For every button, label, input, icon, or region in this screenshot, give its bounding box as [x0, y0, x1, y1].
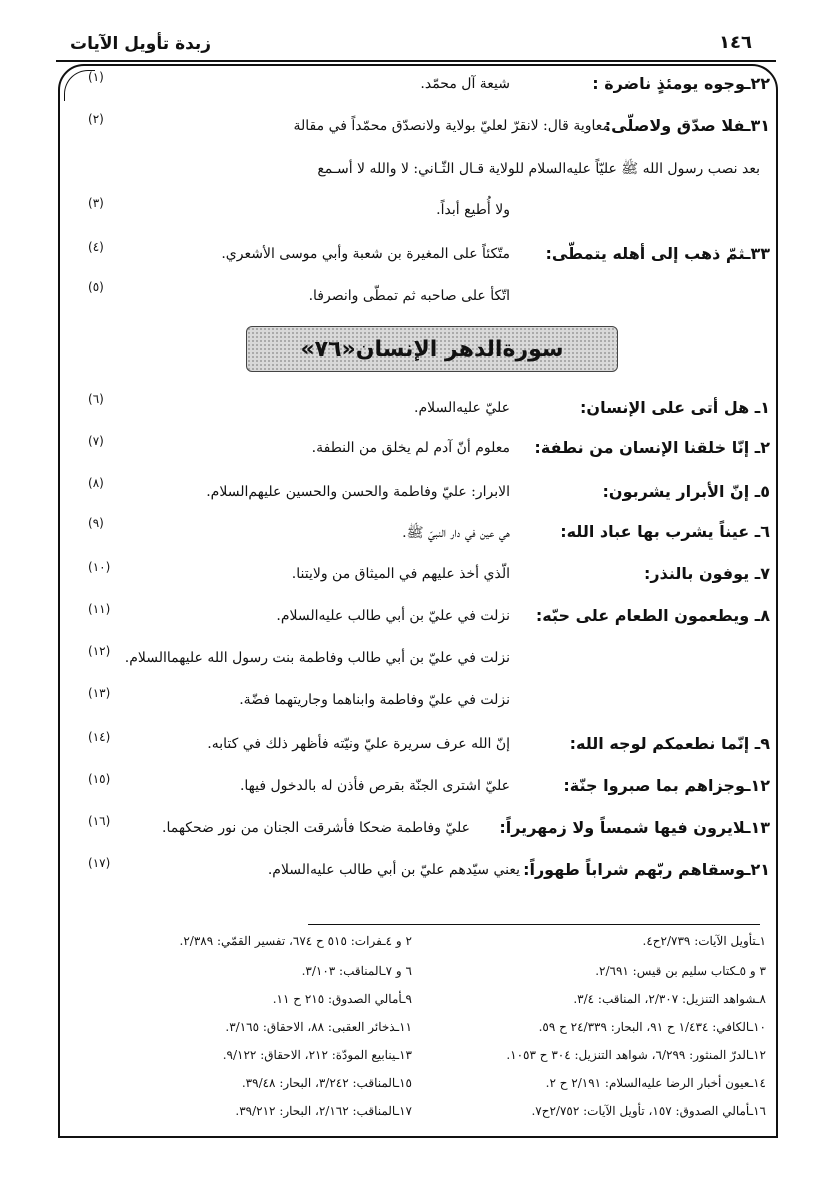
entry-row: [70, 392, 770, 434]
verse-text: ٩ـ إنّما نطعمكم لوجه الله:: [569, 734, 770, 753]
note-number: (٨): [88, 476, 104, 490]
commentary-text: إنّ الله عرف سريرة عليّ ونيّته فأظهر ذلك في كتابه.: [207, 736, 510, 752]
entry-row: [70, 856, 770, 896]
entry-row: [70, 686, 770, 726]
commentary-text: الابرار: عليّ وفاطمة والحسن والحسين عليهم‌السلام.: [206, 484, 510, 500]
entry-row: [70, 772, 770, 812]
commentary-text: الّذي أخذ عليهم في الميثاق من ولايتنا.: [291, 566, 510, 582]
entry-row: [70, 560, 770, 600]
entry-row: [70, 434, 770, 474]
note-number: (٥): [88, 280, 104, 294]
footnote: ٢ و ٤ـفرات: ٥١٥ ح ٦٧٤، تفسير القمّي: ٢/٣٨٩.: [179, 934, 412, 948]
note-number: (٤): [88, 240, 104, 254]
entry-row: [70, 70, 770, 110]
verse-text: ١٢ـوجزاهم بما صبروا جنّة:: [563, 776, 770, 795]
footnote: ٩ـأمالي الصدوق: ٢١٥ ح ١١.: [272, 992, 412, 1006]
footnote: ١١ـذخائر العقبى: ٨٨، الاحقاق: ٣/١٦٥.: [225, 1020, 412, 1034]
footnote-rule: [308, 924, 760, 925]
footnote: ١٦ـأمالي الصدوق: ١٥٧، تأويل الآيات: ٢/٧٥٢ح٧.: [531, 1104, 766, 1118]
footnote: ٣ و ٥ـكتاب سليم بن قيس: ٢/٦٩١.: [595, 964, 766, 978]
verse-text: ١٣ـلايرون فيها شمساً ولا زمهريراً:: [499, 818, 770, 837]
entry-row: [70, 280, 770, 322]
commentary-text: نزلت في عليّ وفاطمة وابناهما وجاريتهما فضّة.: [239, 692, 510, 708]
entry-row: [70, 602, 770, 642]
book-title: زبدة تأويل الآيات: [70, 34, 212, 54]
commentary-text: عليّ اشترى الجنّة بقرص فأذن له بالدخول فيها.: [239, 778, 510, 794]
verse-text: ٢٢ـوجوه يومئذٍ ناضرة :: [592, 74, 770, 93]
commentary-text: معاوية قال: لانقرّ لعليّ بولاية ولانصدّق محمّداً في مقالة: [293, 118, 610, 134]
footnote: ١ـتأويل الآيات: ٢/٧٣٩ح٤.: [642, 934, 766, 948]
note-number: (١٥): [88, 772, 111, 786]
verse-text: ٧ـ يوفون بالنذر:: [644, 564, 770, 583]
note-number: (١٣): [88, 686, 111, 700]
entry-row: [70, 158, 770, 194]
note-number: (١٧): [88, 856, 111, 870]
footnote: ١٤ـعيون أخبار الرضا عليه‌السلام: ٢/١٩١ ح ٢.: [545, 1076, 766, 1090]
verse-text: ٢ـ إنّا خلقنا الإنسان من نطفة:: [534, 438, 770, 457]
note-number: (٧): [88, 434, 104, 448]
note-number: (٦): [88, 392, 104, 406]
note-number: (٩): [88, 516, 104, 530]
footnote: ١٧ـالمناقب: ٢/١٦٢، البحار: ٣٩/٢١٢.: [235, 1104, 412, 1118]
note-number: (١): [88, 70, 104, 84]
commentary-text: معلوم أنّ آدم لم يخلق من النطفة.: [311, 440, 510, 456]
entry-row: [70, 196, 770, 236]
footnote: ١٥ـالمناقب: ٣/٢٤٢، البحار: ٣٩/٤٨.: [241, 1076, 412, 1090]
commentary-text: يعني سيّدهم عليّ بن أبي طالب عليه‌السلام.: [267, 862, 520, 878]
page-number: ١٤٦: [719, 32, 752, 53]
note-number: (١٠): [88, 560, 111, 574]
footnote: ١٠ـالكافي: ١/٤٣٤ ح ٩١، البحار: ٢٤/٣٣٩ ح ٥٩.: [538, 1020, 766, 1034]
commentary-text: ولا أُطيع أبداً.: [436, 202, 510, 218]
verse-text: ٣١ـفلا صدّق ولاصلّى:: [604, 116, 770, 135]
entry-row: [70, 112, 770, 152]
commentary-text: متّكئاً على المغيرة بن شعبة وأبي موسى الأشعري.: [221, 246, 510, 262]
entry-row: [70, 644, 770, 684]
verse-text: ٣٣ـثمّ ذهب إلى أهله يتمطّى:: [545, 244, 770, 263]
note-number: (١٤): [88, 730, 111, 744]
note-number: (١٦): [88, 814, 111, 828]
footnote: ٨ـشواهد التنزيل: ٢/٣٠٧، المناقب: ٣/٤.: [573, 992, 766, 1006]
commentary-text: بعد نصب رسول الله ﷺ عليّاً عليه‌السلام للولاية قـال الثّـاني: لا والله لا أسـمع: [317, 161, 760, 177]
entry-row: [70, 814, 770, 854]
commentary-text: شيعة آل محمّد.: [420, 76, 510, 92]
verse-text: ٦ـ عيناً يشرب بها عباد الله:: [560, 522, 770, 541]
note-number: (٣): [88, 196, 104, 210]
commentary-text: هي عين في دار النبيّ ﷺ.: [402, 525, 510, 541]
page-header: [56, 30, 776, 60]
footnote: ١٣ـينابيع المودّة: ٢١٢، الاحقاق: ٩/١٢٢.: [222, 1048, 412, 1062]
commentary-text: عليّ وفاطمة ضحكا فأشرقت الجنان من نور ضحكهما.: [162, 820, 470, 836]
commentary-text: نزلت في عليّ بن أبي طالب وفاطمة بنت رسول الله عليهما‌السلام.: [124, 650, 510, 666]
commentary-text: عليّ عليه‌السلام.: [414, 400, 510, 416]
entry-row: [70, 240, 770, 280]
commentary-text: اتّكأ على صاحبه ثم تمطّى وانصرفا.: [308, 288, 510, 304]
surah-title-banner: [246, 326, 618, 372]
note-number: (١١): [88, 602, 111, 616]
verse-text: ٢١ـوسقاهم ربّهم شراباً طهوراً:: [523, 860, 770, 879]
note-number: (١٢): [88, 644, 111, 658]
footnote: ١٢ـالدرّ المنثور: ٦/٢٩٩، شواهد التنزيل: ٣٠٤ ح ١٠٥٣.: [506, 1048, 766, 1062]
header-rule: [56, 60, 776, 62]
entry-row: [70, 730, 770, 770]
footnote: ٦ و ٧ـالمناقب: ٣/١٠٣.: [301, 964, 412, 978]
surah-title: سورةالدهر الإنسان«٧٦»: [300, 336, 564, 362]
entry-row: [70, 476, 770, 518]
verse-text: ١ـ هل أتى على الإنسان:: [580, 398, 770, 417]
verse-text: ٥ـ إنّ الأبرار يشربون:: [602, 482, 770, 501]
verse-text: ٨ـ ويطعمون الطعام على حبّه:: [535, 606, 770, 625]
commentary-text: نزلت في عليّ بن أبي طالب عليه‌السلام.: [276, 608, 510, 624]
note-number: (٢): [88, 112, 104, 126]
entry-row: [70, 516, 770, 558]
